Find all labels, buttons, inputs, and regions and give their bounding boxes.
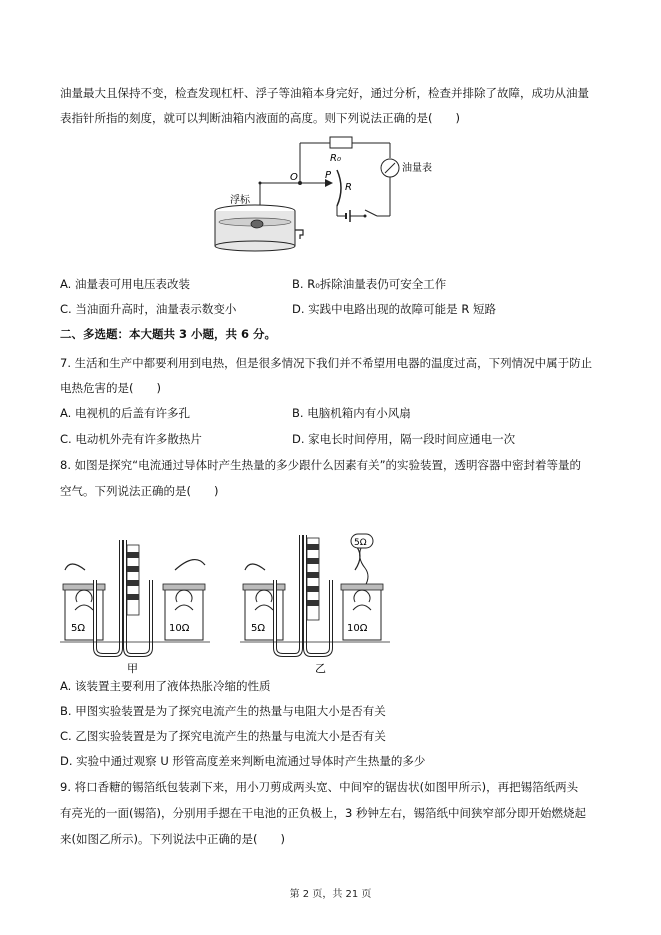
q9-stem-line1: 9. 将口香糖的锡箔纸包装剥下来，用小刀剪成两头宽、中间窄的锯齿状(如图甲所示)，再把锡箔纸两头 <box>60 780 579 794</box>
left-resistor-1-label: 5Ω <box>71 623 86 634</box>
q7-option-c[interactable]: C. 电动机外壳有许多散热片 <box>60 432 202 446</box>
q6-stem-line1: 油量最大且保持不变，检查发现杠杆、浮子等油箱本身完好，通过分析，检查并排除了故障，成功从油量 <box>60 86 589 100</box>
q6-stem-line2: 表指针所指的刻度，就可以判断油箱内液面的高度。则下列说法正确的是( ) <box>60 111 460 125</box>
left-caption: 甲 <box>127 662 138 675</box>
q7-stem-line1: 7. 生活和生产中都要利用到电热，但是很多情况下我们并不希望用电器的温度过高，下列情况中属于防止 <box>60 356 593 370</box>
q8-option-b[interactable]: B. 甲图实验装置是为了探究电流产生的热量与电阻大小是否有关 <box>60 704 386 718</box>
right-resistor-3-label: 5Ω <box>354 538 367 548</box>
q6-option-b[interactable]: B. R₀拆除油量表仍可安全工作 <box>292 277 447 291</box>
q6-option-c[interactable]: C. 当油面升高时，油量表示数变小 <box>60 302 237 316</box>
q8-stem-line2: 空气。下列说法正确的是( ) <box>60 484 219 498</box>
label-r: R <box>345 182 352 193</box>
right-resistor-1-label: 5Ω <box>251 623 266 634</box>
q8-option-a[interactable]: A. 该装置主要利用了液体热胀冷缩的性质 <box>60 679 271 693</box>
q7-stem-line2: 电热危害的是( ) <box>60 381 161 395</box>
section-heading: 二、多选题：本大题共 3 小题，共 6 分。 <box>60 327 277 341</box>
label-o: O <box>290 172 298 183</box>
q8-experiment-figure <box>55 530 415 675</box>
left-resistor-2-label: 10Ω <box>169 623 190 634</box>
right-resistor-2-label: 10Ω <box>347 623 368 634</box>
q6-option-a[interactable]: A. 油量表可用电压表改装 <box>60 277 190 291</box>
q7-option-d[interactable]: D. 家电长时间停用，隔一段时间应通电一次 <box>292 432 516 446</box>
q8-option-c[interactable]: C. 乙图实验装置是为了探究电流产生的热量与电流大小是否有关 <box>60 729 386 743</box>
q9-stem-line2: 有亮光的一面(锡箔)，分别用手摁在干电池的正负极上，3 秒钟左右，锡箔纸中间狭窄部分即开始燃烧起 <box>60 806 586 820</box>
q8-stem-line1: 8. 如图是探究“电流通过导体时产生热量的多少跟什么因素有关”的实验装置，透明容器中密封着等量的 <box>60 458 582 472</box>
label-float: 浮标 <box>230 195 250 206</box>
q7-option-a[interactable]: A. 电视机的后盖有许多孔 <box>60 406 190 420</box>
label-r0: R₀ <box>330 153 341 164</box>
q7-option-b[interactable]: B. 电脑机箱内有小风扇 <box>292 406 411 420</box>
q6-option-d[interactable]: D. 实践中电路出现的故障可能是 R 短路 <box>292 302 496 316</box>
page-footer: 第 2 页，共 21 页 <box>289 889 372 900</box>
q6-circuit-figure <box>205 128 465 253</box>
apparatus-left <box>60 540 210 675</box>
right-caption: 乙 <box>315 662 326 675</box>
apparatus-right <box>240 534 390 675</box>
q8-option-d[interactable]: D. 实验中通过观察 U 形管高度差来判断电流通过导体时产生热量的多少 <box>60 754 426 768</box>
q9-stem-line3: 来(如图乙所示)。下列说法中正确的是( ) <box>60 832 285 846</box>
label-oil-meter: 油量表 <box>402 163 432 174</box>
label-p: P <box>325 170 332 181</box>
